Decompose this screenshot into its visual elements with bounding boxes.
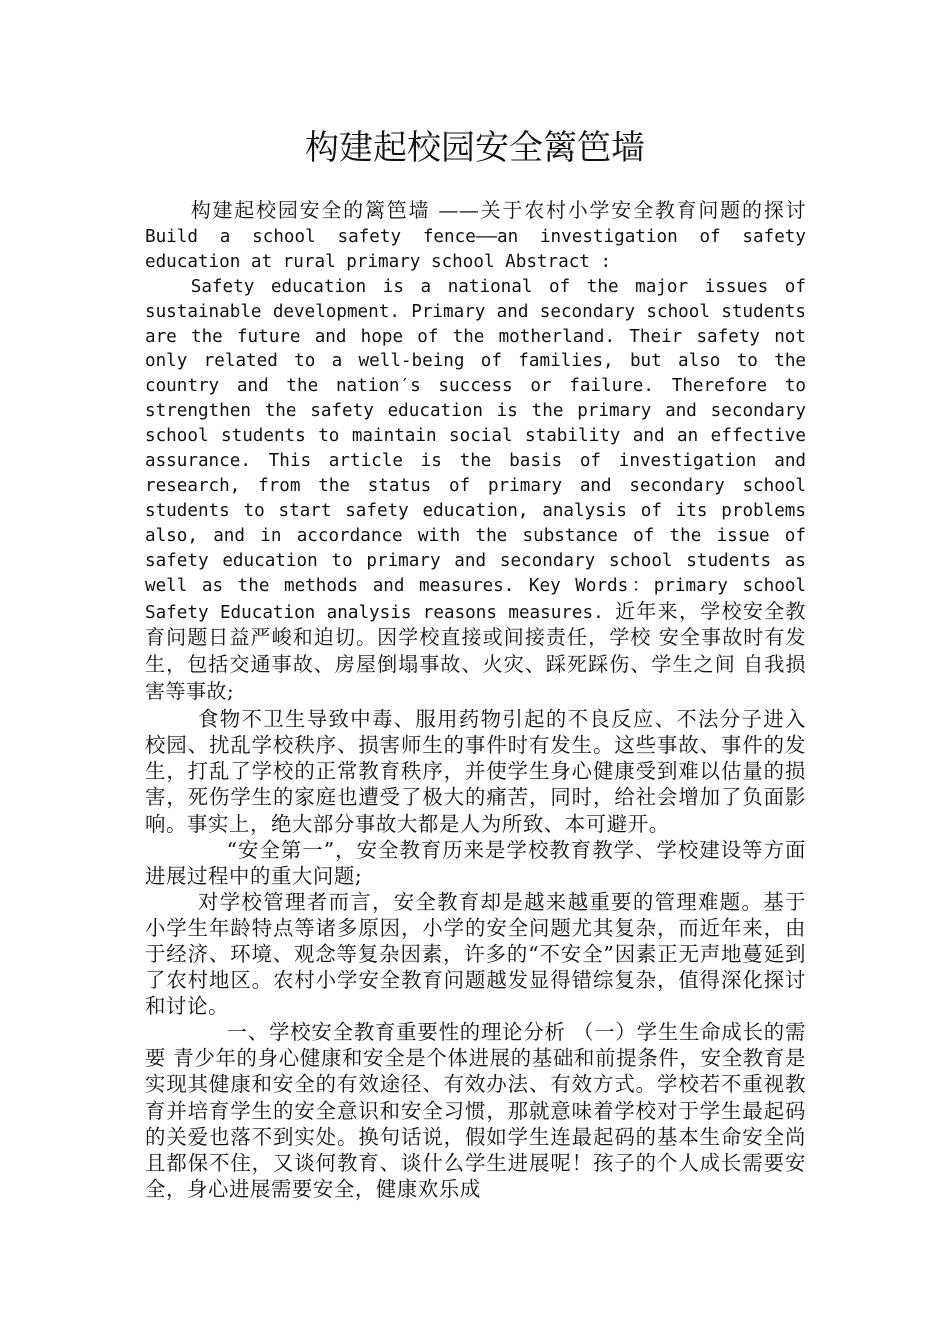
document-title: 构建起校园安全篱笆墙 (305, 128, 645, 168)
abstract-zh-tail: 近年来，学校安全教育问题日益严峻和迫切。因学校直接或间接责任，学校 安全事故时有发生，包括交通事故、房屋倒塌事故、火灾、踩死踩伤、学生之间 自我损害等事故; (145, 598, 806, 704)
paragraph-section-one: 一、学校安全教育重要性的理论分析 （一）学生生命成长的需要 青少年的身心健康和安全是个体进展的基础和前提条件，安全教育是实现其健康和安全的有效途径、有效办法、有效方式。学校若不重视教育并培育学生的安全意识和安全习惯，那就意味着学校对于学生最起码的关爱也落不到实处。换句话说，假如学生连最起码的基本生命安全尚且都保不住，又谈何教育、谈什么学生进展呢！孩子的个人成长需要安全，身心进展需要安全，健康欢乐成 (145, 1020, 806, 1201)
paragraph-food-safety: 食物不卫生导致中毒、服用药物引起的不良反应、不法分子进入校园、扰乱学校秩序、损害师生的事件时有发生。这些事故、事件的发生，打乱了学校的正常教育秩序，并使学生身心健康受到难以估量的损害，死伤学生的家庭也遭受了极大的痛苦，同时，给社会增加了负面影响。事实上，绝大部分事故大都是人为所致、本可避开。 (145, 707, 806, 836)
paragraph-management: 对学校管理者而言，安全教育却是越来越重要的管理难题。基于小学生年龄特点等诸多原因，小学的安全问题尤其复杂，而近年来，由于经济、环境、观念等复杂因素，许多的“不安全”因素正无声地蔓延到了农村地区。农村小学安全教育问题越发显得错综复杂，值得深化探讨和讨论。 (145, 889, 806, 1019)
intro-paragraph (145, 198, 806, 275)
paragraph-safety-first: “安全第一”，安全教育历来是学校教育教学、学校建设等方面进展过程中的重大问题; (145, 837, 806, 888)
intro-zh: 构建起校园安全的篱笆墙 ——关于农村小学安全教育问题的探讨 (190, 198, 806, 222)
document-body (145, 198, 806, 1202)
intro-en: Build a school safety fence——an investigation of safety education at rural primary school Abstract : (145, 226, 806, 272)
abstract-paragraph (145, 275, 806, 706)
abstract-en: Safety education is a national of the major issues of sustainable development. Primary and secondary school students are the future and hope of the motherland. Their safety not only related to a well-being of families, but also to the country and the nation′s success or failure. Therefore to strengthen the safety education is the primary and secondary school students to maintain social stability and an effective assurance. This article is the basis of investigation and research, from the status of primary and secondary school students to start safety education, analysis of its problems also, and in accordance with the substance of the issue of safety education to primary and secondary school students as well as the methods and measures. Key Words：primary school Safety Education analysis reasons measures. (145, 276, 806, 623)
